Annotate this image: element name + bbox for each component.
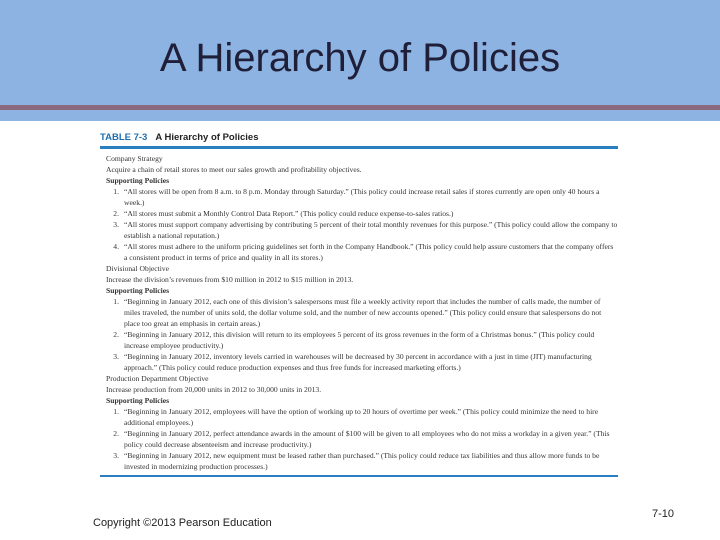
table-caption bbox=[100, 131, 618, 145]
section-objective: Acquire a chain of retail stores to meet our sales growth and profitability objectives. bbox=[106, 165, 362, 174]
policy-number: 3. bbox=[113, 220, 119, 229]
section-objective: Increase production from 20,000 units in 2012 to 30,000 units in 2013. bbox=[106, 385, 322, 394]
slide-title: A Hierarchy of Policies bbox=[159, 36, 561, 80]
policy-text: “Beginning in January 2012, this division will return to its employees 5 percent of its gross revenues in the form of a Christmas bonus.” (This policy could increase employee productivity.) bbox=[124, 330, 595, 350]
policy-number: 1. bbox=[113, 297, 119, 306]
policy-item bbox=[106, 186, 618, 208]
section-heading: Divisional Objective bbox=[106, 264, 170, 273]
policy-item bbox=[106, 428, 618, 450]
section-heading: Company Strategy bbox=[106, 154, 163, 163]
policy-number: 4. bbox=[113, 242, 119, 251]
policy-item bbox=[106, 329, 618, 351]
policy-item bbox=[106, 241, 618, 263]
table-number: TABLE 7-3 bbox=[100, 132, 148, 143]
policies-label: Supporting Policies bbox=[106, 176, 170, 185]
policies-label: Supporting Policies bbox=[106, 286, 170, 295]
policy-text: “Beginning in January 2012, perfect attendance awards in the amount of $100 will be given to all employees who do not miss a workday in a given year.” (This policy could decrease absenteeism and increase productivity.) bbox=[124, 429, 610, 449]
policy-text: “All stores must submit a Monthly Control Data Report.” (This policy could reduce expense-to-sales ratios.) bbox=[124, 209, 454, 218]
policy-item bbox=[106, 296, 618, 329]
page-number: 7-10 bbox=[652, 508, 675, 520]
table-title: A Hierarchy of Policies bbox=[155, 132, 259, 143]
section-objective: Increase the division’s revenues from $10 million in 2012 to $15 million in 2013. bbox=[106, 275, 354, 284]
policy-item bbox=[106, 450, 618, 472]
table-section bbox=[106, 373, 618, 472]
policy-text: “Beginning in January 2012, inventory levels carried in warehouses will be decreased by 30 percent in accordance with a just in time (JIT) manufacturing approach.” (This policy could reduce production expenses and thus free funds for increased marketing efforts.) bbox=[124, 352, 592, 372]
policy-text: “All stores must adhere to the uniform pricing guidelines set forth in the Company Handbook.” (This policy could help assure customers that the company offers a consistent product in terms of price and quality in all its stores.) bbox=[124, 242, 614, 262]
policy-item bbox=[106, 208, 618, 219]
table-section bbox=[106, 153, 618, 263]
policy-number: 2. bbox=[113, 330, 119, 339]
copyright: Copyright ©2013 Pearson Education bbox=[93, 517, 272, 529]
policy-number: 3. bbox=[113, 451, 119, 460]
policy-text: “All stores will be open from 8 a.m. to 8 p.m. Monday through Saturday.” (This policy could increase retail sales if stores currently are open only 40 hours a week.) bbox=[124, 187, 600, 207]
policy-number: 2. bbox=[113, 429, 119, 438]
policy-number: 2. bbox=[113, 209, 119, 218]
policy-item bbox=[106, 351, 618, 373]
section-heading: Production Department Objective bbox=[106, 374, 209, 383]
policy-text: “Beginning in January 2012, new equipment must be leased rather than purchased.” (This policy could reduce tax liabilities and thus allow more funds to be invested in modernizing production processes.) bbox=[124, 451, 600, 471]
policy-text: “All stores must support company advertising by contributing 5 percent of their total monthly revenues for this purpose.” (This policy could allow the company to establish a national reputation.) bbox=[124, 220, 618, 240]
table-body bbox=[100, 149, 618, 472]
policies-label: Supporting Policies bbox=[106, 396, 170, 405]
policy-number: 3. bbox=[113, 352, 119, 361]
title-divider bbox=[0, 105, 720, 110]
policy-text: “Beginning in January 2012, each one of this division’s salespersons must file a weekly activity report that includes the number of calls made, the number of miles traveled, the number of units sold, the dollar volume sold, and the number of new accounts opened.” (This policy could ensure that salespersons do not place too great an emphasis in certain areas.) bbox=[124, 297, 602, 328]
policy-item bbox=[106, 219, 618, 241]
policy-number: 1. bbox=[113, 407, 119, 416]
table-section bbox=[106, 263, 618, 373]
policy-text: “Beginning in January 2012, employees will have the option of working up to 20 hours of overtime per week.” (This policy could minimize the need to hire additional employees.) bbox=[124, 407, 599, 427]
policy-number: 1. bbox=[113, 187, 119, 196]
policy-item bbox=[106, 406, 618, 428]
policy-table bbox=[100, 131, 618, 477]
table-bottom-rule bbox=[100, 475, 618, 477]
